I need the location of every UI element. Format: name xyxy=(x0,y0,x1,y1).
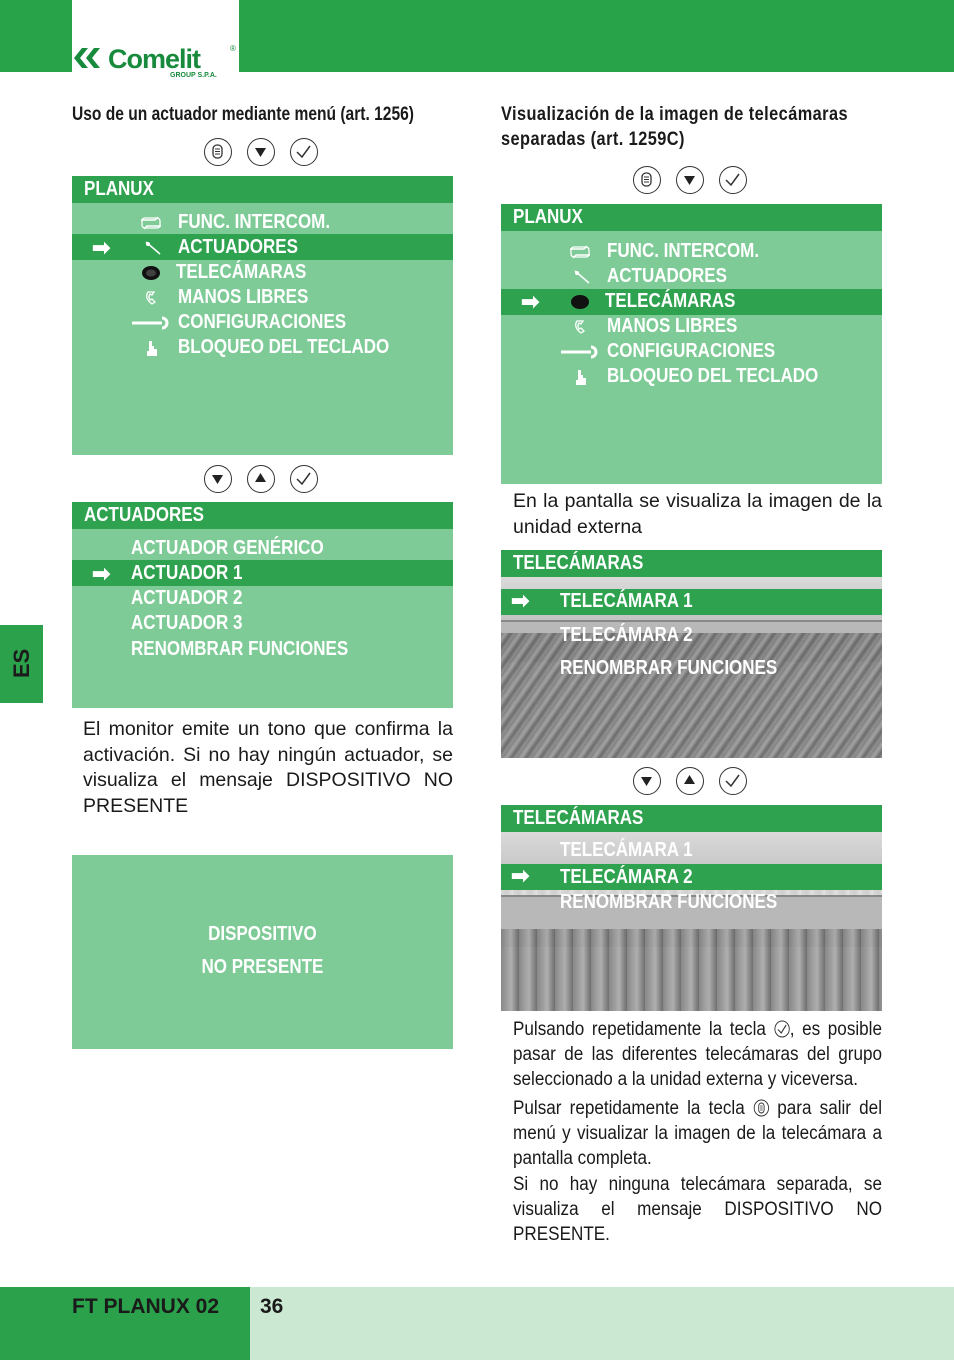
actuators-screen xyxy=(72,502,453,708)
camera-image-ground xyxy=(501,633,882,758)
footer-title: FT PLANUX 02 xyxy=(72,1295,220,1318)
wrench-icon xyxy=(559,342,603,362)
down-key-icon xyxy=(204,465,232,493)
brand-registered: ® xyxy=(230,44,236,53)
page-number: 36 xyxy=(260,1295,284,1318)
menu-item-camera-1[interactable]: TELECÁMARA 1 xyxy=(560,590,693,612)
menu-item-keylock[interactable]: BLOQUEO DEL TECLADO xyxy=(607,365,819,387)
menu-item-cameras[interactable]: TELECÁMARAS xyxy=(176,261,307,283)
menu-item-camera-1[interactable]: TELECÁMARA 1 xyxy=(560,839,693,861)
comelit-mark-icon xyxy=(72,44,108,72)
planux-menu-screen xyxy=(72,176,453,455)
menu-item-rename[interactable]: RENOMBRAR FUNCIONES xyxy=(131,638,349,660)
menu-key-icon xyxy=(204,138,232,166)
down-key-icon xyxy=(247,138,275,166)
camera-image-street xyxy=(501,929,882,1011)
menu-item-settings[interactable]: CONFIGURACIONES xyxy=(178,311,347,333)
menu-item-actuator-3[interactable]: ACTUADOR 3 xyxy=(131,612,243,634)
hand-icon xyxy=(569,367,595,387)
hand-icon xyxy=(140,338,166,358)
screen-title-bar xyxy=(501,204,882,231)
screen-title: PLANUX xyxy=(513,206,583,228)
menu-item-cameras[interactable]: TELECÁMARAS xyxy=(605,290,736,312)
left-heading: Uso de un actuador mediante menú (art. 1256) xyxy=(72,104,414,125)
down-key-icon xyxy=(633,767,661,795)
menu-item-rename[interactable]: RENOMBRAR FUNCIONES xyxy=(560,657,778,679)
cameras-screen-photo-2 xyxy=(501,805,882,1011)
menu-item-generic-actuator[interactable]: ACTUADOR GENÉRICO xyxy=(131,537,324,559)
screen-title: PLANUX xyxy=(84,178,154,200)
selection-arrow-icon: ➡ xyxy=(92,235,111,260)
screen-title: TELECÁMARAS xyxy=(513,552,644,574)
menu-item-actuators[interactable]: ACTUADORES xyxy=(178,236,298,258)
up-key-icon xyxy=(247,465,275,493)
menu-key-icon xyxy=(633,166,661,194)
para3-end: para salir del menú y visualizar la imagen de la telecámara a pantalla completa. xyxy=(513,1098,882,1169)
footer-right-bar xyxy=(250,1287,954,1360)
menu-key-inline-icon xyxy=(753,1099,769,1117)
handset-icon xyxy=(140,288,166,308)
selection-arrow-icon: ➡ xyxy=(92,561,111,586)
language-tab xyxy=(0,625,43,703)
left-paragraph: El monitor emite un tono que confirma la activación. Si no hay ningún actuador, se visualiza el mensaje DISPOSITIVO NO PRESENTE xyxy=(83,718,453,817)
para3-start: Pulsar repetidamente la tecla xyxy=(513,1098,745,1119)
selection-arrow-icon: ➡ xyxy=(511,863,530,888)
handset-icon xyxy=(569,317,595,337)
confirm-key-inline-icon xyxy=(774,1020,790,1038)
screen-title: TELECÁMARAS xyxy=(513,807,644,829)
screen-title: ACTUADORES xyxy=(84,504,204,526)
actuator-icon xyxy=(140,238,166,258)
menu-item-camera-2[interactable]: TELECÁMARA 2 xyxy=(560,624,693,646)
menu-item-intercom[interactable]: FUNC. INTERCOM. xyxy=(178,211,331,233)
menu-item-actuator-1[interactable]: ACTUADOR 1 xyxy=(131,562,243,584)
message-line-1: DISPOSITIVO xyxy=(208,923,317,945)
up-key-icon xyxy=(676,767,704,795)
key-sequence-4 xyxy=(633,767,753,799)
key-sequence-2 xyxy=(204,465,324,497)
right-heading: Visualización de la imagen de telecámaras separadas (art. 1259C) xyxy=(501,104,849,150)
right-paragraph-3 xyxy=(513,1096,882,1171)
selected-row xyxy=(72,560,453,586)
cameras-screen-photo-1 xyxy=(501,550,882,758)
menu-item-handsfree[interactable]: MANOS LIBRES xyxy=(607,315,738,337)
selection-arrow-icon: ➡ xyxy=(511,588,530,613)
intercom-icon xyxy=(567,242,593,262)
confirm-key-icon xyxy=(290,465,318,493)
para2-start: Pulsando repetidamente la tecla xyxy=(513,1019,766,1040)
menu-item-handsfree[interactable]: MANOS LIBRES xyxy=(178,286,309,308)
planux-menu-screen-right xyxy=(501,204,882,484)
screen-title-bar xyxy=(501,550,882,577)
language-label: ES xyxy=(9,648,34,678)
menu-item-rename[interactable]: RENOMBRAR FUNCIONES xyxy=(560,891,778,913)
menu-item-actuator-2[interactable]: ACTUADOR 2 xyxy=(131,587,243,609)
device-not-present-screen xyxy=(72,855,453,1049)
screen-title-bar xyxy=(72,502,453,529)
key-sequence-3 xyxy=(633,166,753,198)
confirm-key-icon xyxy=(719,767,747,795)
camera-icon xyxy=(138,263,164,283)
intercom-icon xyxy=(138,213,164,233)
menu-item-intercom[interactable]: FUNC. INTERCOM. xyxy=(607,240,760,262)
key-sequence-1 xyxy=(204,138,324,170)
camera-icon xyxy=(567,292,593,312)
menu-item-settings[interactable]: CONFIGURACIONES xyxy=(607,340,776,362)
confirm-key-icon xyxy=(719,166,747,194)
message-line-2: NO PRESENTE xyxy=(201,956,324,978)
menu-item-actuators[interactable]: ACTUADORES xyxy=(607,265,727,287)
wrench-icon xyxy=(130,313,174,333)
logo xyxy=(72,0,239,80)
down-key-icon xyxy=(676,166,704,194)
right-paragraph-1: En la pantalla se visualiza la imagen de la unidad externa xyxy=(513,490,882,538)
menu-item-camera-2[interactable]: TELECÁMARA 2 xyxy=(560,866,693,888)
screen-title-bar xyxy=(72,176,453,203)
brand-name: Comelit xyxy=(108,44,201,74)
selection-arrow-icon: ➡ xyxy=(521,289,540,314)
right-paragraph-4: Si no hay ninguna telecámara separada, se visualiza el mensaje DISPOSITIVO NO PRESENTE. xyxy=(513,1174,882,1245)
brand-sub: GROUP S.P.A. xyxy=(170,72,217,79)
confirm-key-icon xyxy=(290,138,318,166)
menu-item-keylock[interactable]: BLOQUEO DEL TECLADO xyxy=(178,336,390,358)
screen-title-bar xyxy=(501,805,882,832)
right-paragraph-2 xyxy=(513,1017,882,1092)
actuator-icon xyxy=(569,267,595,287)
para2-end: , es posible pasar de las diferentes telecámaras del grupo seleccionado a la unidad externa y viceversa. xyxy=(513,1019,882,1090)
